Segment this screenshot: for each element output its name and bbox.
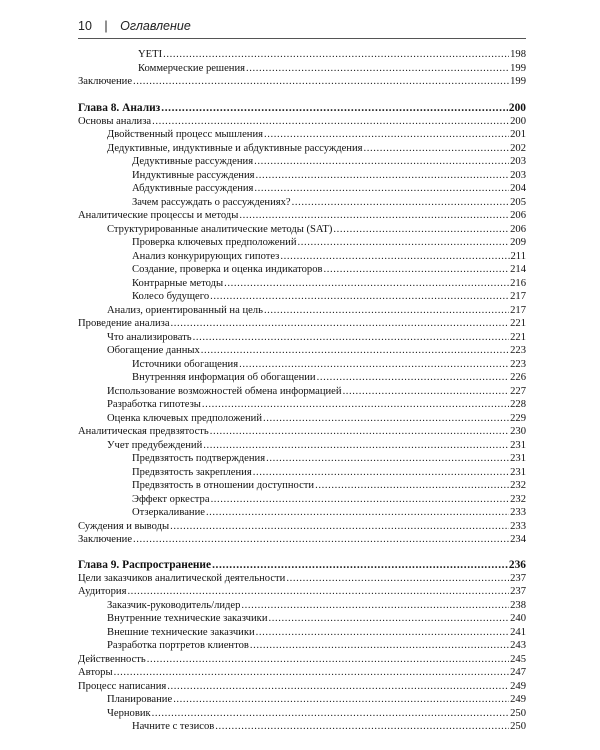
section-gap — [78, 547, 526, 558]
toc-entry-page: 200 — [510, 115, 526, 127]
toc-entry-page: 233 — [510, 507, 526, 518]
dot-leader — [224, 277, 509, 291]
toc-entry-title: Аналитические процессы и методы — [78, 210, 239, 221]
toc-entry-page: 198 — [510, 49, 526, 60]
toc-entry-title: Предвзятость подтверждения — [132, 453, 266, 464]
toc-entry-page: 209 — [510, 237, 526, 248]
toc-entry-page: 206 — [510, 223, 526, 235]
page-number: 10 — [78, 19, 92, 33]
dot-leader — [193, 331, 509, 345]
toc-entry — [78, 439, 526, 453]
toc-entry-page: 236 — [508, 558, 526, 571]
dot-leader — [324, 263, 510, 277]
toc-entry-title: Коммерческие решения — [138, 62, 246, 74]
toc-entry — [78, 223, 526, 237]
dot-leader — [163, 48, 509, 62]
toc-entry-title: Глава 8. Анализ — [78, 101, 161, 114]
toc-entry-title: Анализ, ориентированный на цель — [107, 304, 263, 316]
toc-entry — [78, 263, 526, 277]
toc-entry-page: 250 — [510, 721, 526, 732]
dot-leader — [133, 75, 509, 89]
toc-entry-title: Предвзятость закрепления — [132, 466, 252, 478]
toc-entry — [78, 75, 526, 89]
dot-leader — [202, 398, 509, 412]
toc-entry-title: Черновик — [107, 707, 151, 719]
toc-entry — [78, 155, 526, 169]
toc-entry-title: Дедуктивные рассуждения — [132, 156, 254, 167]
toc-entry — [78, 425, 526, 439]
toc-entry-page: 230 — [510, 426, 526, 437]
toc-entry-title: Суждения и выводы — [78, 520, 170, 532]
toc-entry-title: Внутренние технические заказчики — [107, 613, 268, 624]
toc-entry — [78, 479, 526, 493]
toc-entry — [78, 290, 526, 304]
toc-entry-title: Эффект оркестра — [132, 493, 210, 505]
toc-entry-page: 205 — [510, 196, 526, 208]
toc-entry-title: Авторы — [78, 667, 113, 678]
toc-entry — [78, 612, 526, 626]
toc-entry — [78, 277, 526, 291]
dot-leader — [241, 599, 509, 613]
toc-entry-page: 223 — [510, 345, 526, 356]
toc-entry — [78, 493, 526, 507]
toc-entry — [78, 169, 526, 183]
toc-entry-page: 249 — [510, 680, 526, 692]
toc-entry-page: 229 — [510, 412, 526, 424]
dot-leader — [266, 452, 509, 466]
dot-leader — [263, 412, 509, 426]
toc-block-chapter-9 — [78, 558, 526, 734]
toc-entry-title: Учет предубеждений — [107, 439, 203, 451]
toc-entry-title: Начните с тезисов — [132, 721, 215, 732]
toc-entry-page: 200 — [508, 101, 526, 114]
toc-entry-title: Глава 9. Распространение — [78, 558, 212, 571]
toc-entry — [78, 62, 526, 76]
toc-entry-page: 241 — [510, 626, 526, 638]
dot-leader — [246, 62, 509, 76]
table-of-contents — [78, 48, 526, 734]
dot-leader — [211, 493, 510, 507]
toc-entry-title: YETI — [138, 49, 163, 60]
toc-entry-page: 231 — [510, 439, 526, 451]
toc-chapter-entry — [78, 101, 526, 115]
dot-leader — [152, 707, 509, 721]
toc-entry — [78, 693, 526, 707]
toc-entry-page: 199 — [510, 76, 526, 87]
toc-entry-title: Разработка гипотезы — [107, 399, 201, 410]
toc-entry-page: 247 — [510, 667, 526, 678]
toc-entry-page: 231 — [510, 466, 526, 478]
toc-entry-title: Проверка ключевых предположений — [132, 237, 297, 248]
header-separator: | — [104, 19, 108, 33]
toc-entry-title: Индуктивные рассуждения — [132, 169, 255, 181]
toc-entry — [78, 639, 526, 653]
toc-entry-page: 233 — [510, 520, 526, 532]
toc-entry-page: 221 — [510, 331, 526, 343]
toc-entry-page: 232 — [510, 480, 526, 491]
toc-entry — [78, 331, 526, 345]
toc-entry-page: 227 — [510, 385, 526, 397]
dot-leader — [256, 626, 509, 640]
toc-block-chapter-8 — [78, 101, 526, 547]
toc-entry — [78, 585, 526, 599]
toc-entry-title: Предвзятость в отношении доступности — [132, 480, 315, 491]
toc-entry-title: Аналитическая предвзятость — [78, 426, 209, 437]
dot-leader — [269, 612, 510, 626]
dot-leader — [215, 720, 509, 734]
toc-entry-title: Двойственный процесс мышления — [107, 129, 263, 140]
toc-entry-title: Создание, проверка и оценка индикаторов — [132, 264, 323, 275]
dot-leader — [343, 385, 510, 399]
toc-entry-page: 217 — [510, 304, 526, 316]
dot-leader — [167, 680, 509, 694]
dot-leader — [161, 101, 508, 115]
dot-leader — [317, 371, 510, 385]
toc-entry-page: 249 — [510, 694, 526, 705]
dot-leader — [152, 115, 509, 129]
toc-entry — [78, 142, 526, 156]
toc-entry-title: Анализ конкурирующих гипотез — [132, 250, 280, 262]
toc-entry-title: Колесо будущего — [132, 291, 210, 302]
toc-entry-title: Дедуктивные, индуктивные и абдуктивные рассуждения — [107, 142, 363, 154]
toc-entry-title: Абдуктивные рассуждения — [132, 183, 254, 194]
toc-entry-title: Внутренняя информация об обогащении — [132, 372, 316, 383]
toc-entry — [78, 506, 526, 520]
toc-entry — [78, 115, 526, 129]
toc-entry-page: 250 — [510, 707, 526, 719]
toc-entry-page: 231 — [510, 453, 526, 464]
toc-entry-title: Действенность — [78, 653, 146, 665]
toc-entry — [78, 196, 526, 210]
dot-leader — [364, 142, 510, 156]
toc-entry-title: Проведение анализа — [78, 318, 170, 329]
dot-leader — [280, 250, 509, 264]
running-header — [78, 19, 526, 33]
toc-entry-page: 206 — [510, 210, 526, 221]
toc-entry-title: Заключение — [78, 76, 133, 87]
toc-entry — [78, 520, 526, 534]
toc-entry-title: Заказчик-руководитель/лидер — [107, 599, 241, 611]
dot-leader — [264, 128, 509, 142]
dot-leader — [171, 317, 510, 331]
toc-entry — [78, 680, 526, 694]
dot-leader — [201, 344, 509, 358]
toc-entry — [78, 398, 526, 412]
toc-entry — [78, 182, 526, 196]
toc-entry-title: Отзеркаливание — [132, 507, 205, 518]
toc-entry — [78, 626, 526, 640]
dot-leader — [212, 558, 508, 572]
toc-entry — [78, 533, 526, 547]
toc-entry — [78, 128, 526, 142]
header-rule — [78, 38, 526, 39]
toc-entry — [78, 371, 526, 385]
toc-entry — [78, 707, 526, 721]
dot-leader — [203, 439, 509, 453]
toc-block-continuation — [78, 48, 526, 89]
dot-leader — [254, 155, 509, 169]
toc-entry — [78, 250, 526, 264]
toc-entry-page: 202 — [510, 142, 526, 154]
section-gap — [78, 89, 526, 101]
toc-entry — [78, 599, 526, 613]
toc-entry — [78, 358, 526, 372]
toc-entry — [78, 412, 526, 426]
toc-entry-title: Зачем рассуждать о рассуждениях? — [132, 196, 291, 208]
toc-entry — [78, 344, 526, 358]
toc-entry-page: 217 — [510, 291, 526, 302]
toc-entry-page: 237 — [510, 586, 526, 597]
toc-entry-title: Заключение — [78, 534, 133, 545]
dot-leader — [147, 653, 509, 667]
toc-entry-page: 203 — [510, 169, 526, 181]
dot-leader — [253, 466, 509, 480]
running-title: Оглавление — [120, 19, 191, 33]
dot-leader — [292, 196, 509, 210]
toc-entry-page: 223 — [510, 358, 526, 370]
toc-entry-title: Обогащение данных — [107, 345, 200, 356]
toc-entry-title: Разработка портретов клиентов — [107, 640, 249, 651]
dot-leader — [250, 639, 509, 653]
toc-entry-page: 228 — [510, 399, 526, 410]
toc-entry-page: 234 — [510, 534, 526, 545]
toc-entry-title: Процесс написания — [78, 680, 167, 692]
toc-entry-page: 243 — [510, 640, 526, 651]
toc-entry — [78, 666, 526, 680]
toc-entry — [78, 304, 526, 318]
toc-entry-title: Цели заказчиков аналитической деятельности — [78, 572, 286, 584]
toc-chapter-entry — [78, 558, 526, 572]
toc-entry-page: 226 — [510, 372, 526, 383]
toc-entry-title: Внешние технические заказчики — [107, 626, 255, 638]
dot-leader — [315, 479, 509, 493]
toc-entry-page: 203 — [510, 156, 526, 167]
toc-entry-page: 199 — [510, 62, 526, 74]
toc-entry-page: 204 — [510, 183, 526, 194]
toc-entry — [78, 653, 526, 667]
toc-entry-page: 240 — [510, 613, 526, 624]
toc-entry — [78, 209, 526, 223]
toc-entry-page: 245 — [510, 653, 526, 665]
toc-entry-title: Что анализировать — [107, 331, 192, 343]
dot-leader — [173, 693, 509, 707]
dot-leader — [170, 520, 509, 534]
toc-entry — [78, 236, 526, 250]
toc-entry-title: Использование возможностей обмена информацией — [107, 385, 342, 397]
toc-entry-page: 238 — [510, 599, 526, 611]
dot-leader — [210, 425, 509, 439]
dot-leader — [286, 572, 509, 586]
toc-entry-page: 211 — [510, 250, 526, 262]
toc-entry-title: Аудитория — [78, 586, 127, 597]
toc-entry-title: Структурированные аналитические методы (SAT) — [107, 223, 333, 235]
toc-entry — [78, 572, 526, 586]
toc-entry-page: 221 — [510, 318, 526, 329]
toc-entry-page: 214 — [510, 264, 526, 275]
toc-entry-title: Контрарные методы — [132, 277, 224, 289]
toc-entry — [78, 720, 526, 734]
toc-entry-title: Основы анализа — [78, 115, 152, 127]
dot-leader — [256, 169, 510, 183]
dot-leader — [133, 533, 509, 547]
toc-entry — [78, 48, 526, 62]
toc-entry-title: Оценка ключевых предположений — [107, 412, 263, 424]
dot-leader — [298, 236, 510, 250]
dot-leader — [114, 666, 510, 680]
toc-entry — [78, 385, 526, 399]
toc-entry-page: 237 — [510, 572, 526, 584]
dot-leader — [254, 182, 509, 196]
dot-leader — [239, 209, 509, 223]
dot-leader — [333, 223, 509, 237]
dot-leader — [127, 585, 509, 599]
toc-entry-page: 201 — [510, 129, 526, 140]
toc-entry-title: Источники обогащения — [132, 358, 239, 370]
toc-entry — [78, 452, 526, 466]
toc-entry-title: Планирование — [107, 694, 173, 705]
dot-leader — [206, 506, 509, 520]
toc-entry — [78, 317, 526, 331]
dot-leader — [210, 290, 509, 304]
toc-entry — [78, 466, 526, 480]
toc-entry-page: 216 — [510, 277, 526, 289]
dot-leader — [239, 358, 509, 372]
toc-entry-page: 232 — [510, 493, 526, 505]
dot-leader — [264, 304, 509, 318]
